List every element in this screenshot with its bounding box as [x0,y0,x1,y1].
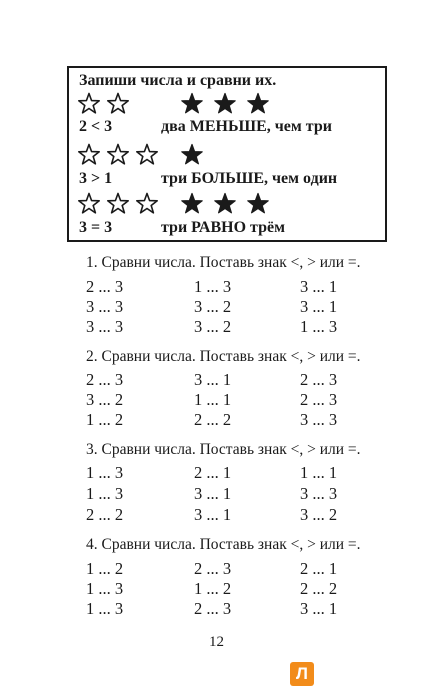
comparison-item: 3 ... 3 [86,317,124,336]
comparison-item: 1 ... 2 [86,410,124,429]
comparison-item: 3 ... 2 [194,297,232,316]
empty-star-icon [106,143,130,167]
empty-star-icon [77,92,101,116]
comparison-item: 2 ... 3 [300,370,338,389]
comparison-item: 2 ... 3 [86,370,124,389]
comparison-item: 3 ... 1 [300,297,338,316]
exercise-1-title: 1. Сравни числа. Поставь знак <, > или =. [86,254,361,271]
comparison-item: 2 ... 1 [194,463,232,482]
comparison-item: 2 ... 3 [86,277,124,296]
comparison-item: 3 ... 3 [86,297,124,316]
rule-title: Запиши числа и сравни их. [79,72,277,89]
empty-star-icon [135,143,159,167]
comparison-item: 3 ... 1 [194,505,232,524]
comparison-item: 3 ... 1 [300,277,338,296]
relation-text: три РАВНО трём [161,219,285,236]
comparison-item: 1 ... 2 [86,559,124,578]
rule-box [67,66,387,242]
comparison-item: 3 ... 2 [300,505,338,524]
comparison-item: 3 ... 3 [300,484,338,503]
empty-star-icon [77,192,101,216]
comparison-item: 1 ... 3 [300,317,338,336]
relation-expression: 3 > 1 [79,170,113,187]
publisher-logo: Л [290,662,314,686]
empty-star-icon [106,192,130,216]
comparison-item: 3 ... 2 [86,390,124,409]
relation-text: два МЕНЬШЕ, чем три [161,118,332,135]
comparison-item: 1 ... 3 [86,463,124,482]
comparison-item: 3 ... 1 [194,484,232,503]
empty-star-icon [77,143,101,167]
exercise-2-title: 2. Сравни числа. Поставь знак <, > или =. [86,348,361,365]
relation-expression: 3 = 3 [79,219,113,236]
comparison-item: 2 ... 1 [300,559,338,578]
comparison-item: 1 ... 2 [194,579,232,598]
filled-star-icon [180,192,204,216]
comparison-item: 1 ... 1 [194,390,232,409]
comparison-item: 3 ... 2 [194,317,232,336]
comparison-item: 1 ... 1 [300,463,338,482]
empty-star-icon [106,92,130,116]
exercise-3-title: 3. Сравни числа. Поставь знак <, > или =. [86,441,361,458]
comparison-item: 2 ... 2 [194,410,232,429]
comparison-item: 2 ... 3 [194,559,232,578]
filled-star-icon [180,92,204,116]
exercise-4-title: 4. Сравни числа. Поставь знак <, > или =. [86,536,361,553]
comparison-item: 3 ... 3 [300,410,338,429]
filled-star-icon [246,92,270,116]
filled-star-icon [213,92,237,116]
comparison-item: 1 ... 3 [86,599,124,618]
comparison-item: 2 ... 3 [300,390,338,409]
empty-star-icon [135,192,159,216]
filled-star-icon [213,192,237,216]
relation-text: три БОЛЬШЕ, чем один [161,170,338,187]
comparison-item: 3 ... 1 [300,599,338,618]
comparison-item: 1 ... 3 [86,579,124,598]
relation-expression: 2 < 3 [79,118,113,135]
page-number: 12 [209,634,224,650]
comparison-item: 1 ... 3 [86,484,124,503]
comparison-item: 2 ... 2 [300,579,338,598]
comparison-item: 1 ... 3 [194,277,232,296]
comparison-item: 3 ... 1 [194,370,232,389]
comparison-item: 2 ... 2 [86,505,124,524]
filled-star-icon [246,192,270,216]
filled-star-icon [180,143,204,167]
comparison-item: 2 ... 3 [194,599,232,618]
